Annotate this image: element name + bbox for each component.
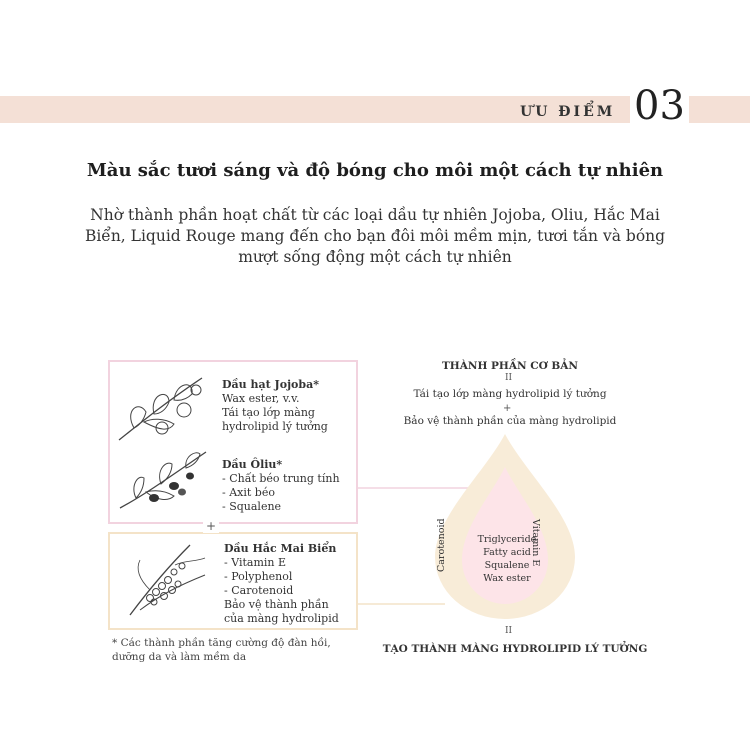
ingredient-line: - Axit béo — [222, 486, 275, 499]
result-title: TẠO THÀNH MÀNG HYDROLIPID LÝ TƯỞNG — [382, 643, 648, 655]
equals-symbol: II — [505, 373, 513, 383]
ingredient-line: - Vitamin E — [224, 556, 287, 569]
benefit-line-1: Tái tạo lớp màng hydrolipid lý tưởng — [413, 388, 607, 400]
hydrolipid-drop-diagram — [430, 432, 580, 622]
drop-left-label: Carotenoid — [436, 518, 447, 572]
olive-branch-icon — [116, 446, 211, 514]
ingredient-line: của màng hydrolipid — [224, 612, 339, 625]
ingredient-line: Tái tạo lớp màng — [222, 406, 315, 419]
ingredient-line: - Squalene — [222, 500, 282, 513]
core-item: Wax ester — [483, 573, 531, 584]
ingredient-seabuckthorn — [224, 542, 339, 626]
ingredient-jojoba — [222, 378, 328, 434]
core-item: Fatty acid — [483, 547, 531, 558]
plus-symbol: + — [203, 519, 219, 533]
headline: Màu sắc tươi sáng và độ bóng cho môi một cách tự nhiên — [86, 160, 664, 181]
ingredient-line: - Carotenoid — [224, 584, 294, 597]
ingredient-line: Bảo vệ thành phần — [224, 598, 329, 611]
benefit-line-2: Bảo vệ thành phần của màng hydrolipid — [403, 415, 617, 427]
ingredient-line: Wax ester, v.v. — [222, 392, 300, 405]
drop-right-label: Vitamin E — [530, 519, 541, 567]
sea-buckthorn-branch-icon — [120, 540, 210, 620]
footnote: * Các thành phần tăng cường độ đàn hồi, dưỡng da và làm mềm da — [112, 637, 331, 663]
banner-number: 03 — [630, 84, 689, 128]
ingredient-name: Dầu hạt Jojoba* — [222, 378, 319, 391]
intro-text: Nhờ thành phần hoạt chất từ các loại dầu tự nhiên Jojoba, Oliu, Hắc Mai Biển, Liquid Rouge mang đến cho bạn đôi môi mềm mịn, tươi tắn và bóng mượt sống động một cách tự nhiên — [84, 206, 666, 266]
ingredient-olive — [222, 458, 340, 514]
jojoba-branch-icon — [114, 370, 209, 445]
core-item: Squalene — [484, 560, 530, 571]
ingredient-name: Dầu Ôliu* — [222, 458, 283, 471]
ingredient-line: - Polyphenol — [224, 570, 293, 583]
ingredient-name: Dầu Hắc Mai Biển — [224, 542, 337, 555]
plus-symbol-right: + — [503, 403, 512, 414]
base-ingredients-title: THÀNH PHẦN CƠ BẢN — [441, 360, 579, 372]
core-item: Triglyceride — [477, 534, 537, 545]
banner-label: ƯU ĐIỂM — [520, 104, 616, 120]
ingredient-line: - Chất béo trung tính — [222, 472, 340, 485]
equals-symbol-bottom: II — [505, 626, 513, 636]
ingredient-line: hydrolipid lý tưởng — [222, 420, 328, 433]
